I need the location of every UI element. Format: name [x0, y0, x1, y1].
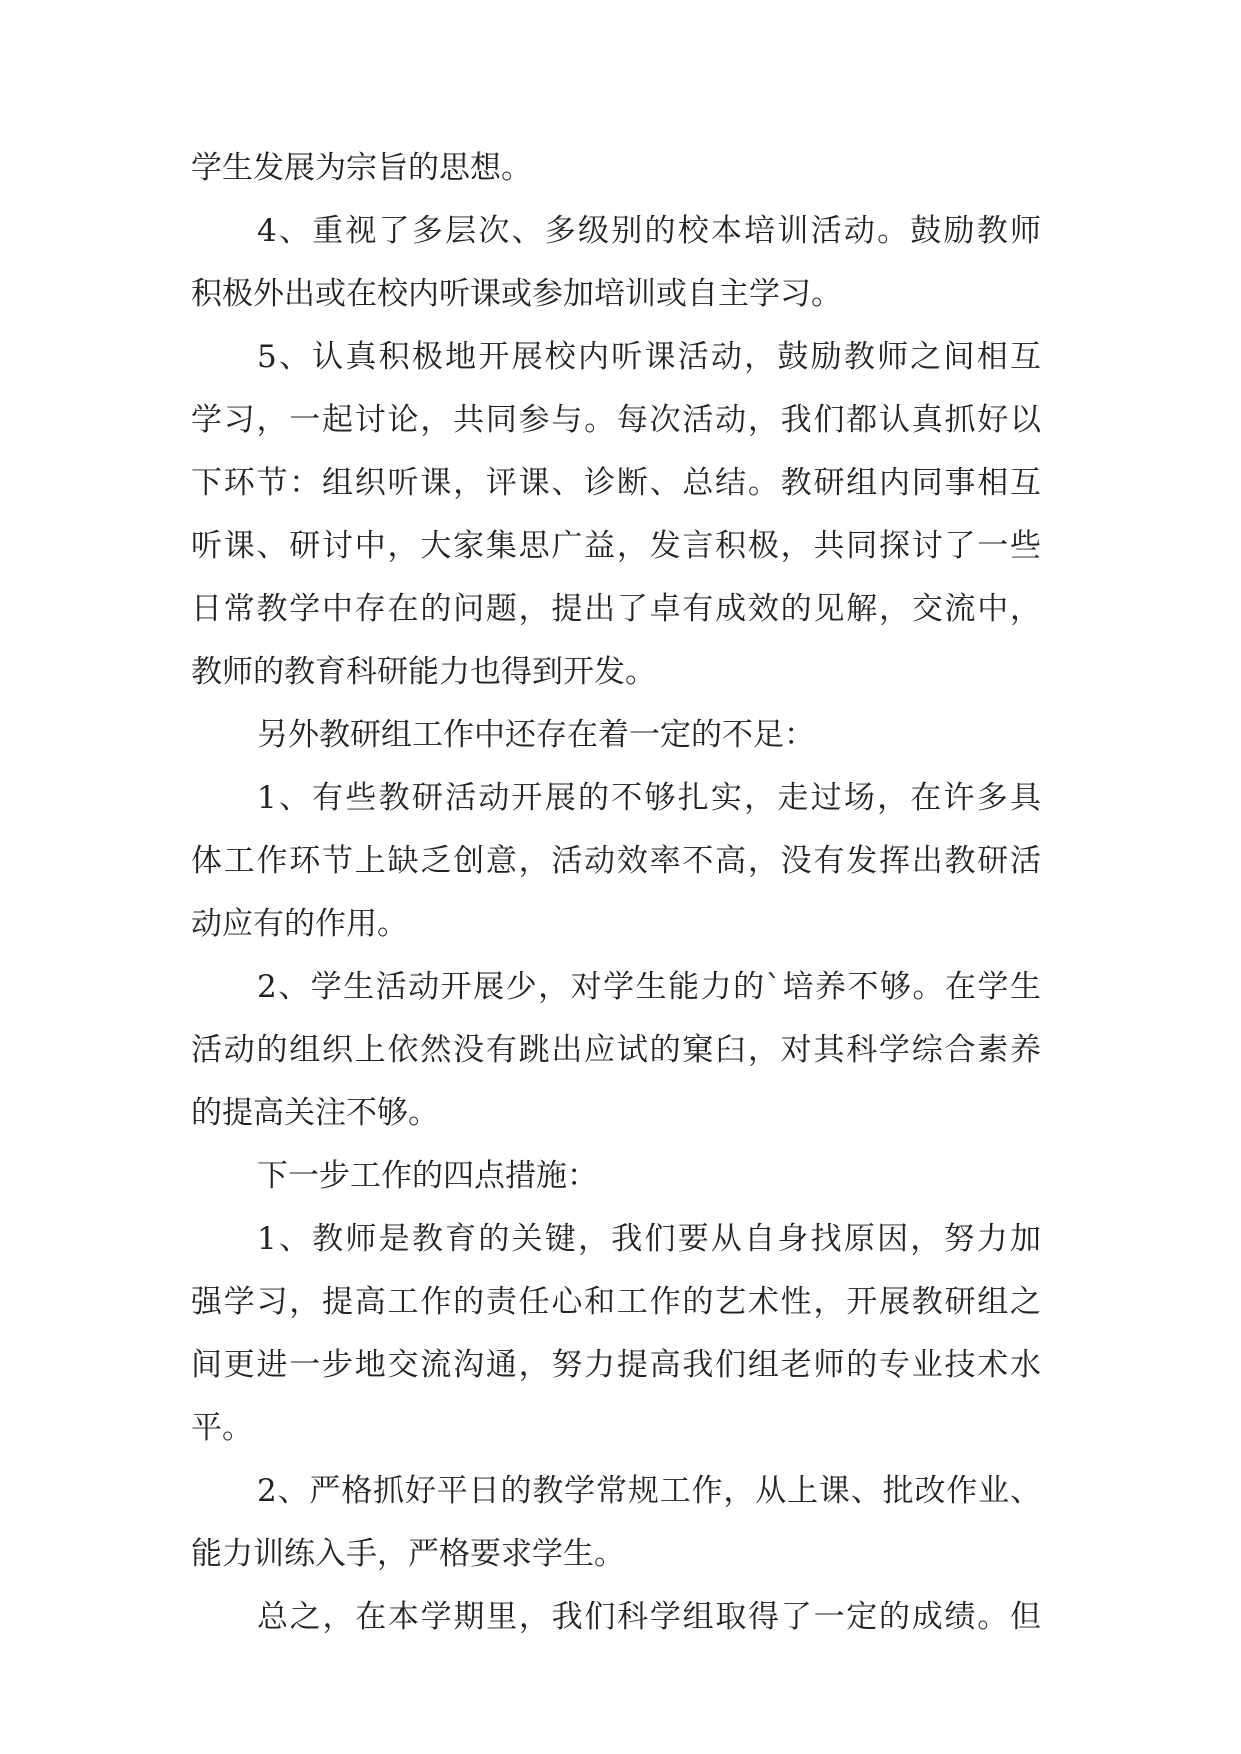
text-line: 1、教师是教育的关键，我们要从自身找原因，努力加 — [257, 1221, 1041, 1257]
text-line: 总之，在本学期里，我们科学组取得了一定的成绩。但 — [257, 1599, 1041, 1635]
text-line: 教师的教育科研能力也得到开发。 — [191, 654, 656, 690]
text-line: 积极外出或在校内听课或参加培训或自主学习。 — [191, 276, 842, 312]
text-line: 5、认真积极地开展校内听课活动，鼓励教师之间相互 — [257, 339, 1041, 375]
text-line: 强学习，提高工作的责任心和工作的艺术性，开展教研组之 — [191, 1284, 1041, 1320]
text-line: 间更进一步地交流沟通，努力提高我们组老师的专业技术水 — [191, 1347, 1041, 1383]
text-line: 另外教研组工作中还存在着一定的不足： — [257, 717, 815, 753]
text-line: 的提高关注不够。 — [191, 1095, 439, 1131]
text-line: 听课、研讨中，大家集思广益，发言积极，共同探讨了一些 — [191, 528, 1041, 564]
text-line: 下一步工作的四点措施： — [257, 1158, 598, 1194]
text-line: 活动的组织上依然没有跳出应试的窠臼，对其科学综合素养 — [191, 1032, 1041, 1068]
text-line: 1、有些教研活动开展的不够扎实，走过场，在许多具 — [257, 780, 1041, 816]
text-line: 下环节：组织听课，评课、诊断、总结。教研组内同事相互 — [191, 465, 1041, 501]
text-line: 2、严格抓好平日的教学常规工作，从上课、批改作业、 — [257, 1473, 1041, 1509]
text-line: 平。 — [191, 1410, 253, 1446]
text-line: 日常教学中存在的问题，提出了卓有成效的见解，交流中， — [191, 591, 1041, 627]
text-line: 体工作环节上缺乏创意，活动效率不高，没有发挥出教研活 — [191, 843, 1041, 879]
text-line: 能力训练入手，严格要求学生。 — [191, 1536, 625, 1572]
text-line: 4、重视了多层次、多级别的校本培训活动。鼓励教师 — [257, 213, 1041, 249]
text-line: 学习，一起讨论，共同参与。每次活动，我们都认真抓好以 — [191, 402, 1041, 438]
text-line: 动应有的作用。 — [191, 906, 408, 942]
text-line: 2、学生活动开展少，对学生能力的`培养不够。在学生 — [257, 969, 1041, 1005]
text-line: 学生发展为宗旨的思想。 — [191, 150, 532, 186]
